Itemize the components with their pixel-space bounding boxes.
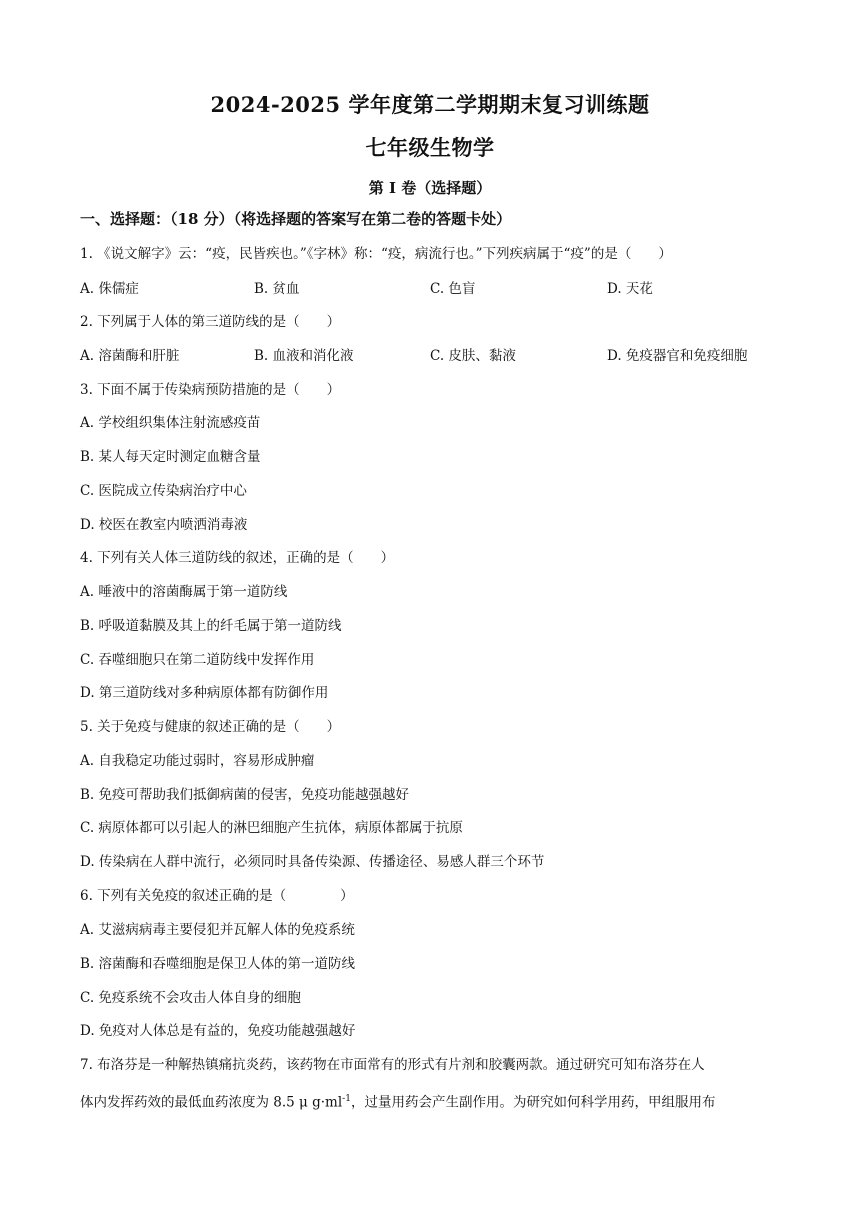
question-3-option-a: A. 学校组织集体注射流感疫苗 [80, 415, 261, 431]
question-6-option-a: A. 艾滋病病毒主要侵犯并瓦解人体的免疫系统 [80, 922, 355, 938]
exam-subject: 七年级生物学 [365, 135, 495, 160]
question-5-option-c: C. 病原体都可以引起人的淋巴细胞产生抗体，病原体都属于抗原 [80, 820, 463, 836]
question-3-stem: 3. 下面不属于传染病预防措施的是（ ） [80, 382, 341, 398]
question-2-option-d: D. 免疫器官和免疫细胞 [607, 348, 748, 364]
question-4-option-b: B. 呼吸道黏膜及其上的纤毛属于第一道防线 [80, 618, 342, 634]
question-1-option-c: C. 色盲 [430, 281, 476, 297]
question-2-option-a: A. 溶菌酶和肝脏 [80, 348, 180, 364]
question-1-option-d: D. 天花 [607, 281, 653, 297]
question-7-stem-line-2 [80, 1090, 715, 1112]
question-3-option-b: B. 某人每天定时测定血糖含量 [80, 449, 261, 465]
question-2-stem: 2. 下列属于人体的第三道防线的是（ ） [80, 314, 341, 330]
question-6-option-d: D. 免疫对人体总是有益的，免疫功能越强越好 [80, 1023, 356, 1039]
question-4-option-c: C. 吞噬细胞只在第二道防线中发挥作用 [80, 652, 315, 668]
question-7-stem-line-1: 7. 布洛芬是一种解热镇痛抗炎药，该药物在市面常有的形式有片剂和胶囊两款。通过研究可知布洛芬在人 [80, 1057, 705, 1073]
question-5-option-d: D. 传染病在人群中流行，必须同时具备传染源、传播途径、易感人群三个环节 [80, 854, 545, 870]
question-1-option-a: A. 侏儒症 [80, 281, 139, 297]
question-1-stem: 1. 《说文解字》云：“疫，民皆疾也。”《字林》称：“疫，病流行也。”下列疾病属于“疫”的是（ ） [80, 246, 672, 262]
question-4-stem: 4. 下列有关人体三道防线的叙述，正确的是（ ） [80, 550, 395, 566]
section-heading: 一、选择题：（18 分）（将选择题的答案写在第二卷的答题卡处） [80, 210, 512, 228]
exam-title: 2024-2025 学年度第二学期期末复习训练题 [210, 92, 650, 117]
question-5-option-a: A. 自我稳定功能过弱时，容易形成肿瘤 [80, 753, 315, 769]
question-7-continuation-text: ，过量用药会产生副作用。为研究如何科学用药，甲组服用布 [350, 1094, 716, 1111]
question-6-option-c: C. 免疫系统不会攻击人体自身的细胞 [80, 990, 301, 1006]
volume-heading: 第 I 卷（选择题） [368, 179, 492, 197]
question-5-stem: 5. 关于免疫与健康的叙述正确的是（ ） [80, 719, 341, 735]
question-2-option-b: B. 血液和消化液 [254, 348, 354, 364]
question-3-option-c: C. 医院成立传染病治疗中心 [80, 483, 247, 499]
question-6-stem: 6. 下列有关免疫的叙述正确的是（ ） [80, 888, 354, 904]
question-6-option-b: B. 溶菌酶和吞噬细胞是保卫人体的第一道防线 [80, 956, 356, 972]
question-3-option-d: D. 校医在教室内喷洒消毒液 [80, 517, 248, 533]
question-5-option-b: B. 免疫可帮助我们抵御病菌的侵害，免疫功能越强越好 [80, 787, 410, 803]
question-2-option-c: C. 皮肤、黏液 [430, 348, 516, 364]
question-7-concentration-text: 体内发挥药效的最低血药浓度为 8.5 μ g·ml [80, 1094, 343, 1111]
question-7-unit-exponent: -1 [342, 1094, 351, 1104]
question-4-option-a: A. 唾液中的溶菌酶属于第一道防线 [80, 584, 288, 600]
question-1-option-b: B. 贫血 [254, 281, 300, 297]
question-4-option-d: D. 第三道防线对多种病原体都有防御作用 [80, 685, 329, 701]
